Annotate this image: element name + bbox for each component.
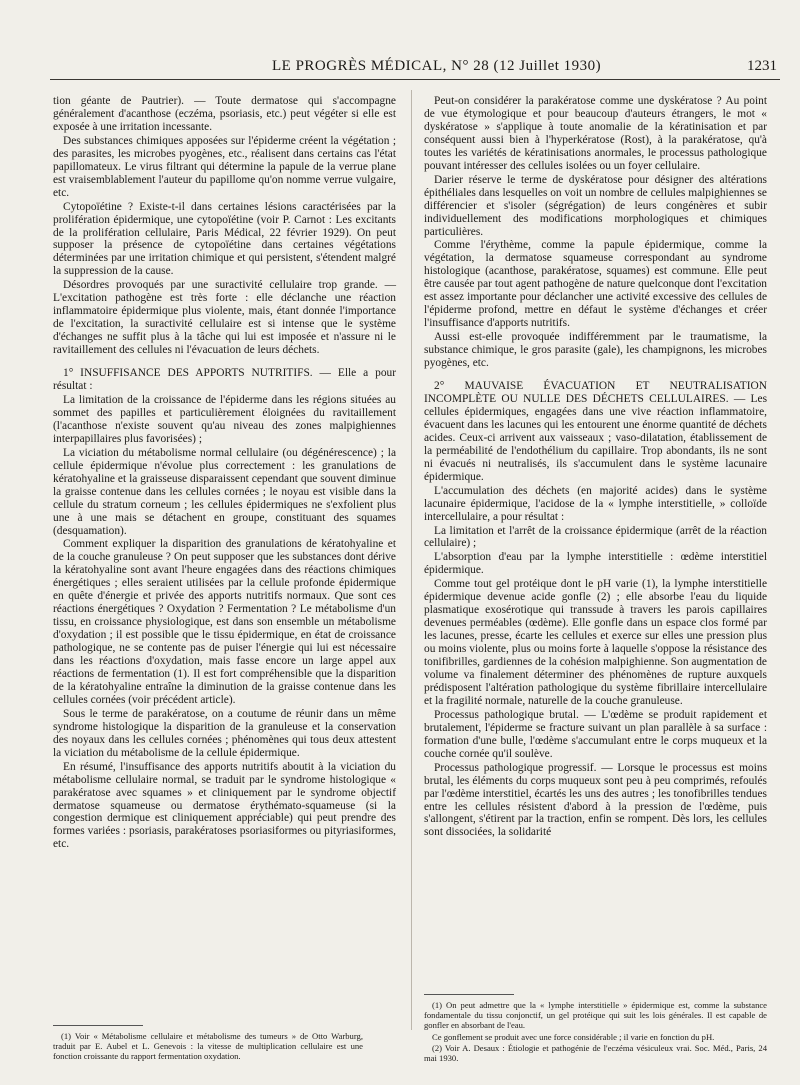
- subsection-heading: 2° MAUVAISE ÉVACUATION ET NEUTRALISATION INCOMPLÈTE OU NULLE DES DÉCHETS CELLULAIRES. — Les cellules épidermiques, engagées dans une vive réaction inflammatoire, évacuent dans les lacunes qui les entourent une énorme quantité de déchets acides. Ceux-ci arrivent aux vaisseaux ; vaso-dilatation, établissement de la perméabilité de l'endothélium du capillaire. Trop abondants, ils ne sont ni évacués ni neutralisés, ils s'accumulent dans le système lacunaire épidermique.: [424, 380, 767, 483]
- paragraph: Comme tout gel protéique dont le pH varie (1), la lymphe interstitielle épidermique devenue acide gonfle (2) ; elle absorbe l'eau du liquide plasmatique exosérotique qui transsude à travers les parois capillaires devenues perméables (œdème). Elle gonfle dans un espace clos formé par les lacunes, presse, écarte les cellules et exerce sur elles une pression plus ou moins violente, plus ou moins forte à laquelle s'oppose la résistance des tonifibrilles, gardiennes de la cohésion malpighienne. Son augmentation de volume va finalement déterminer des phénomènes de rupture auxquels prédisposent l'altération pathologique du système fibrillaire intercellulaire et la fragilité normale, naturelle de la couche granuleuse.: [424, 578, 767, 707]
- subsection-heading: 1° INSUFFISANCE DES APPORTS NUTRITIFS. — Elle a pour résultat :: [53, 367, 396, 393]
- footnote-rule: [53, 1025, 143, 1026]
- paragraph: tion géante de Pautrier). — Toute dermatose qui s'accompagne généralement d'acanthose (eczéma, psoriasis, etc.) peut végéter si elle est exposée à une irritation incessante.: [53, 95, 396, 133]
- paragraph: Sous le terme de parakératose, on a coutume de réunir dans un même syndrome histologique la disparition de la granuleuse et la conservation des noyaux dans les cellules cornées ; phénomènes qui tous deux attestent la viciation du métabolisme de la cellule épidermique.: [53, 707, 396, 759]
- page-number: 1231: [747, 58, 777, 74]
- paragraph: Cytopoïétine ? Existe-t-il dans certaines lésions caractérisées par la prolifération épidermique, une cytopoïétine (voir P. Carnot : Les excitants de la prolifération cellulaire, Paris Médical, 22 février 1929). On peut supposer la présence de cytopoïétine dans certaines végétations déterminées par une irritation chimique et qui persistent, s'étendent malgré la suppression de la cause.: [53, 200, 396, 278]
- footnote: (2) Voir A. Desaux : Étiologie et pathogénie de l'eczéma vésiculeux vrai. Soc. Méd., Paris, 24 mai 1930.: [424, 1042, 767, 1064]
- footnotes-left: [53, 1031, 363, 1063]
- footnote: Ce gonflement se produit avec une force considérable ; il varie en fonction du pH.: [432, 1031, 715, 1042]
- paragraph: La limitation et l'arrêt de la croissance épidermique (arrêt de la réaction cellulaire) ;: [424, 524, 767, 550]
- paragraph: La limitation de la croissance de l'épiderme dans les régions situées au sommet des papilles et particulièrement éloignées du ravitaillement (l'acanthose n'existe souvent qu'au niveau des zones malpighiennes interpapillaires plus favorisées) ;: [53, 393, 396, 445]
- paragraph: Comment expliquer la disparition des granulations de kératohyaline et de la couche granuleuse ? On peut supposer que les substances dont dérive la kératohyaline sont avant l'heure engagées dans des réactions chimiques énergétiques ; elles seraient utilisées par la cellule profonde épidermique en quête d'énergie et privée des apports nutritifs normaux. Que sont ces réactions énergétiques ? Oxydation ? Fermentation ? Le métabolisme d'un tissu, en croissance physiologique, est dans son ensemble un métabolisme d'oxydation ; il est possible que le tissu épidermique, en état de croissance pathologique, ne se contente pas de puiser l'énergie qui lui est nécessaire dans les réactions d'oxydation, mais fasse encore un large appel aux réactions de fermentation (1). Il est fort compréhensible que la disparition de la kératohyaline entraîne la diminution de la graisse contenue dans les cellules cornées (voir précédent article).: [53, 538, 396, 706]
- paragraph: L'accumulation des déchets (en majorité acides) dans le système lacunaire épidermique, l'acidose de la « lymphe interstitielle, » colloïde intercellulaire, a pour résultat :: [424, 484, 767, 523]
- paragraph: Comme l'érythème, comme la papule épidermique, comme la végétation, la dermatose squameuse correspondant au syndrome histologique (acanthose, parakératose, squames) est commune. Elle peut être causée par tout agent pathogène de nature quelconque dont l'excitation est assez importante pour déclancher une activité excessive des cellules de l'épiderme profond, mettre en défaut le système d'échanges et créer l'insuffisance d'apports nutritifs.: [424, 239, 767, 330]
- running-title: LE PROGRÈS MÉDICAL, N° 28 (12 Juillet 1930): [272, 58, 602, 74]
- footnote: (1) On peut admettre que la « lymphe interstitielle » épidermique est, comme la substance fondamentale du tissu conjonctif, un gel protéique qui suit les lois générales. Il est capable de gonfler en absorbant de l'eau.: [424, 1000, 767, 1031]
- footnote-rule: [424, 994, 514, 995]
- paragraph: Des substances chimiques apposées sur l'épiderme créent la végétation ; des parasites, les microbes pyogènes, etc., réalisent dans certains cas l'état papillomateux. Le virus filtrant qui détermine la papule de la verrue plane est vraisemblablement l'auteur du papillome qu'on nomme verrue vulgaire, etc.: [53, 134, 396, 199]
- footnote: (1) Voir « Métabolisme cellulaire et métabolisme des tumeurs » de Otto Warburg, traduit par E. Aubel et L. Genevois : la vitesse de multiplication cellulaire est une fonction croissante du rapport fermentation oxydation.: [53, 1031, 363, 1062]
- paragraph: La viciation du métabolisme normal cellulaire (ou dégénérescence) ; la cellule épidermique n'évolue plus correctement : les granulations de kératohyaline et la graisseuse disparaissent cependant que souvent diminue la graisse contenue dans les cellules cornées ; le noyau est visible dans la cellule du stratum corneum ; les cellules épidermiques ne s'exfolient plus une à une mais se détachent en groupe, constituant des squames (desquamation).: [53, 446, 396, 537]
- column-divider: [411, 90, 412, 1030]
- left-column: [53, 95, 396, 852]
- right-column: [424, 95, 767, 840]
- footnotes-right: [424, 1000, 767, 1064]
- paragraph: Processus pathologique progressif. — Lorsque le processus est moins brutal, les éléments du corps muqueux sont peu à peu comprimés, refoulés par l'œdème interstitiel, écartés les uns des autres ; les tonofibrilles tendues entre les cellules résistent d'abord à la pression de l'œdème, puis s'allongent, s'étirent par la traction, enfin se rompent. Dès lors, les cellules sont dissociées, la solidarité: [424, 761, 767, 839]
- header-rule: [50, 79, 780, 80]
- paragraph: Aussi est-elle provoquée indifféremment par le traumatisme, la substance chimique, le gros parasite (gale), les champignons, les microbes pyogènes, etc.: [424, 331, 767, 370]
- paragraph: Darier réserve le terme de dyskératose pour désigner des altérations épithéliales dans lesquelles on voit un nombre de cellules malpighiennes se différencier et s'isoler (ségrégation) de leurs congénères et subir individuellement des modifications morphologiques et chimiques particulières.: [424, 173, 767, 238]
- paragraph: Processus pathologique brutal. — L'œdème se produit rapidement et brutalement, l'épiderme se fracture suivant un plan parallèle à sa surface : formation d'une bulle, l'œdème s'accumulant entre le corps muqueux et la couche cornée qu'il soulève.: [424, 708, 767, 760]
- page-header: [22, 58, 777, 80]
- paragraph: L'absorption d'eau par la lymphe interstitielle : œdème interstitiel épidermique.: [424, 551, 767, 577]
- paragraph: En résumé, l'insuffisance des apports nutritifs aboutit à la viciation du métabolisme cellulaire normal, se traduit par le syndrome histologique « parakératose avec squames » et cliniquement par le syndrome objectif dermatose squameuse ou dermatose érythémato-squameuse (si la congestion dermique est cliniquement appréciable) qui peut prendre des formes variées : psoriasis, parakératoses psoriasiformes ou pityriasiformes, etc.: [53, 760, 396, 851]
- section-heading-paragraph: Désordres provoqués par une suractivité cellulaire trop grande. — L'excitation pathogène est très forte : elle déclanche une réaction inflammatoire épidermique plus violente, mais, étant donnée l'importance de l'excitation, la suractivité cellulaire est si intense que le système d'échanges ne suffit plus à la tâche qui lui est imposée et n'assure ni le ravitaillement des cellules ni l'évacuation de leurs déchets.: [53, 279, 396, 357]
- paragraph: Peut-on considérer la parakératose comme une dyskératose ? Au point de vue étymologique et pour beaucoup d'auteurs étrangers, le mot « dyskératose » s'applique à toute anomalie de la kératinisation et par conséquent aussi bien à l'hyperkératose (Rost), à la parakératose, qu'à toutes les variétés de kératinisations anormales, le processus pathologique pouvant intéresser des cellules isolées ou un foyer cellulaire.: [424, 95, 767, 172]
